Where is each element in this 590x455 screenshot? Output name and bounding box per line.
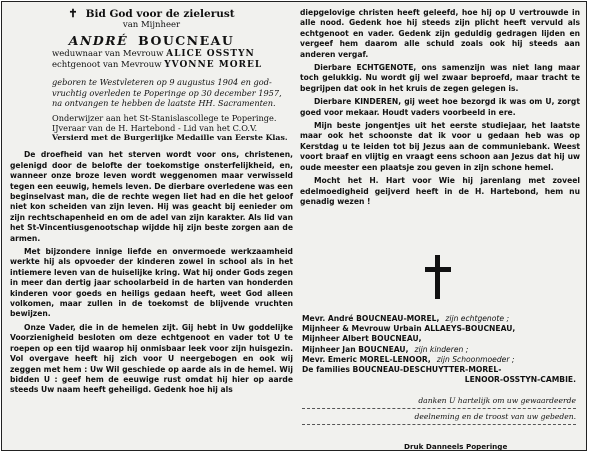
last-name: BOUCNEAU <box>138 33 235 48</box>
right-column <box>300 8 580 451</box>
widower-line: weduwnaar van Mevrouw ALICE OSSTYN <box>52 49 255 59</box>
printer-credit: Druk Danneels Poperinge <box>404 442 508 451</box>
thanks-block <box>302 393 576 425</box>
thanks-line-1: danken U hartelijk om uw gewaardeerde <box>302 393 576 409</box>
family-line: Mijnheer Jan BOUCNEAU, zijn kinderen ; <box>302 344 469 354</box>
birth-line-1: geboren te Westvleteren op 9 augustus 1904 en god- <box>52 77 272 87</box>
family-line: Mijnheer & Mevrouw Urbain ALLAEYS-BOUCNEAU, <box>302 324 516 334</box>
first-name: ANDRÉ <box>68 33 129 48</box>
bio-block <box>10 113 293 144</box>
cross-icon <box>425 255 451 299</box>
spouse-line: echtgenoot van Mevrouw YVONNE MOREL <box>52 60 263 70</box>
birth-line-2: vruchtig overleden te Poperinge op 30 december 1957, <box>52 87 282 98</box>
paragraph: Met bijzondere innige liefde en onvermoede werkzaamheid werkte hij als opvoeder der kinderen zowel in school als in het intiemere leven van de huiselijke kring. Wat hij onder Gods zegen in meer dan dertig jaar schoolarbeid in de harten van honderden kinderen voor goeds en heiligs gedaan heeft, weet God alleen volkomen, maar zullen in de toekomst de blijvende vruchten bewijzen. <box>10 247 293 319</box>
paragraph: Onze Vader, die in de hemelen zijt. Gij hebt in Uw goddelijke Voorzienigheid besloten om deze echtgenoot en vader tot U te roepen op een tijd waarop hij onmisbaar leek voor zijn huisgezin. Vol overgave heeft hij zich voor U neergebogen en ook wij zeggen met hem : Uw Wil geschiede op aarde als in de hemel. Wij bidden U : geef hem de eeuwige rust omdat hij hier op aarde steeds Uw naam heeft geheiligd. Gedenk hoe hij als <box>10 322 293 395</box>
memorial-card <box>1 1 587 451</box>
paragraph: diepgelovige christen heeft geleefd, hoe hij op U vertrouwde in alle nood. Gedenk hoe hij steeds zijn plicht heeft vervuld als echtgenoot en vader. Gedenk zijn geduldig gedragen lijden en vergeef hem daarom alle schuld zoals ook hij steeds aan anderen vergaf. <box>300 8 580 59</box>
paragraph: Dierbare KINDEREN, gij weet hoe bezorgd ik was om U, zorgt goed voor mekaar. Houdt vaders voorbeeld in ere. <box>300 97 580 117</box>
thanks-line-2: deelneming en de troost van uw gebeden. <box>302 409 576 425</box>
cross-icon: ✝ <box>68 7 78 20</box>
paragraph: Mocht het H. Hart voor Wie hij jarenlang met zoveel edelmoedigheid geijverd heeft in de H. Hartebond, hem nu genadig wezen ! <box>300 176 580 206</box>
family-line: Mijnheer Albert BOUCNEAU, <box>302 334 422 344</box>
family-line: Mevr. Emeric MOREL-LENOOR, zijn Schoonmoeder ; <box>302 354 515 364</box>
van-mijnheer: van Mijnheer <box>122 20 181 30</box>
bio-line-1: Onderwijzer aan het St-Stanislascollege te Poperinge. <box>52 112 277 123</box>
bio-line-3: Versierd met de Burgerlijke Medaille van Eerste Klas. <box>52 133 288 143</box>
deceased-name <box>10 33 293 49</box>
paragraph: Mijn beste jongentjes uit het eerste studiejaar, het laatste maar ook het schoonste dat ik voor u gedaan heb was op Kerstdag u te leiden tot bij Jezus aan de communiebank. Weest voort braaf en vlijtig en vraagt eens schoon aan Jezus dat hij uw oude meester een plaatsje zou geven in zijn schone hemel. <box>300 121 580 172</box>
family-line: Mevr. André BOUCNEAU-MOREL, zijn echtgenote ; <box>302 314 510 323</box>
birth-line-3: na ontvangen te hebben de laatste HH. Sacramenten. <box>52 98 276 108</box>
family-line: De families BOUCNEAU-DESCHUYTTER-MOREL- <box>302 365 502 375</box>
paragraph: De droefheid van het sterven wordt voor ons, christenen, gelenigd door de belofte der toekomstige onsterfelijkheid, en, wanneer onze broze leven wordt weggenomen maar verwisseld tegen een eeuwig, hemels leven. De dierbare overledene was een beginselvast man, die de rechte wegen liet had en die het geloof niet kon scheiden van zijn leven. Hij was geacht bij eenieder om zijn rechtschapenheid en om de adel van zijn karakter. Als lid van het St-Vincentiusgenootschap wijdde hij zijn beste zorgen aan de armen. <box>10 150 293 243</box>
paragraph: Dierbare ECHTGENOTE, ons samenzijn was niet lang maar toch gelukkig. Nu wordt gij wel zwaar beproefd, maar tracht te begrijpen dat ook in het kruis de zegen gelegen is. <box>300 63 580 93</box>
family-line: LENOOR-OSSTYN-CAMBIE. <box>464 375 576 385</box>
family-list <box>302 314 576 385</box>
left-column <box>10 8 293 399</box>
bio-line-2: IJveraar van de H. Hartebond - Lid van het C.O.V. <box>52 122 258 133</box>
prayer-heading: ✝ Bid God voor de zielerust <box>68 7 235 20</box>
